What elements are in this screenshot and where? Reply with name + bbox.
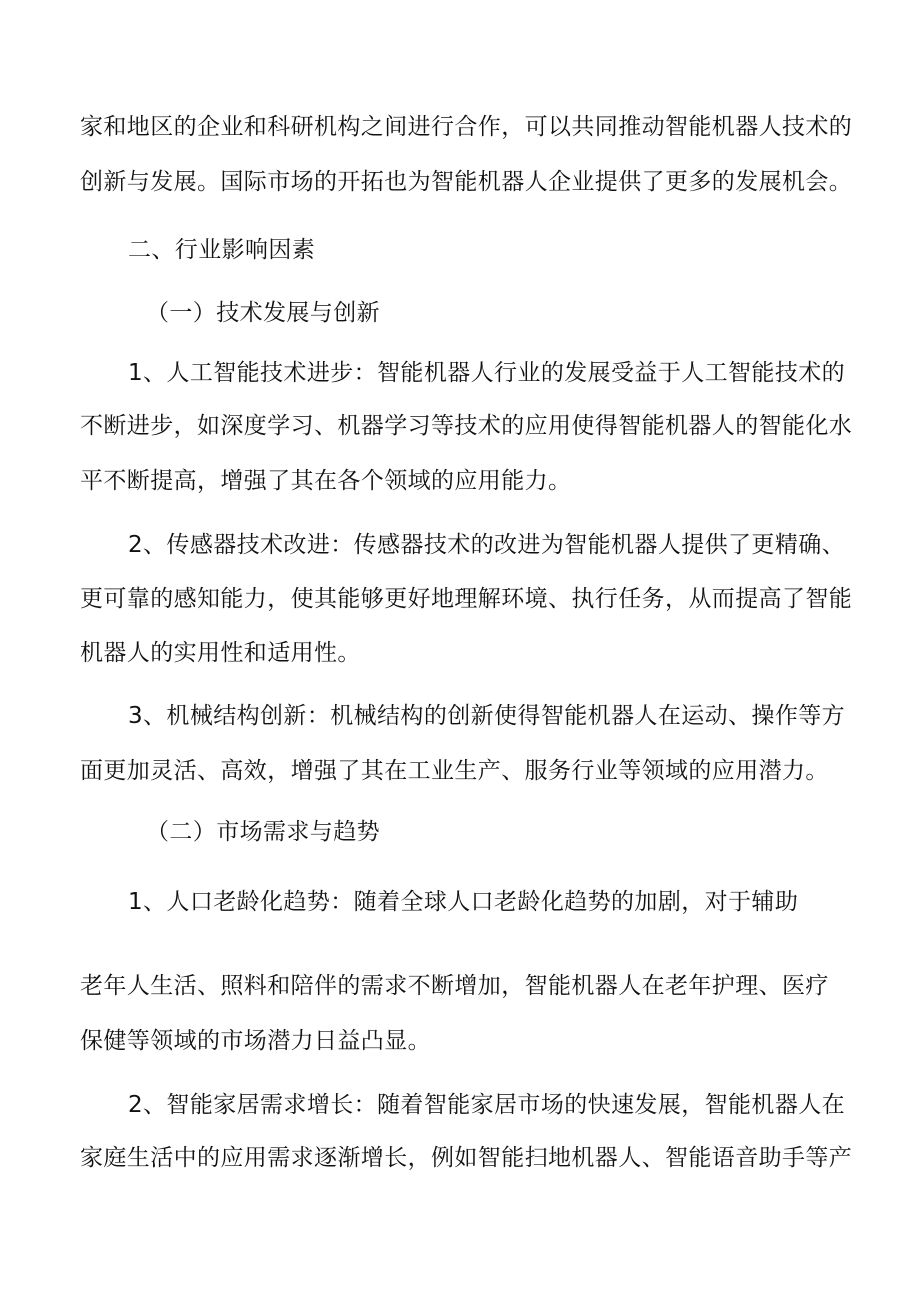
paragraph-line: 老年人生活、照料和陪伴的需求不断增加，智能机器人在老年护理、医疗 bbox=[80, 973, 829, 999]
paragraph-line: 1、人工智能技术进步：智能机器人行业的发展受益于人工智能技术的 bbox=[128, 360, 846, 386]
paragraph-line: 更可靠的感知能力，使其能够更好地理解环境、执行任务，从而提高了智能 bbox=[80, 586, 853, 612]
paragraph-line: 家庭生活中的应用需求逐渐增长，例如智能扫地机器人、智能语音助手等产 bbox=[80, 1145, 853, 1171]
section-heading: 二、行业影响因素 bbox=[128, 237, 316, 263]
paragraph-line: 2、智能家居需求增长：随着智能家居市场的快速发展，智能机器人在 bbox=[128, 1092, 846, 1118]
paragraph-line: 不断进步，如深度学习、机器学习等技术的应用使得智能机器人的智能化水 bbox=[80, 413, 853, 439]
paragraph-line: 1、人口老龄化趋势：随着全球人口老龄化趋势的加剧，对于辅助 bbox=[128, 889, 799, 915]
paragraph-line: 家和地区的企业和科研机构之间进行合作，可以共同推动智能机器人技术的 bbox=[80, 114, 853, 140]
paragraph-line: 面更加灵活、高效，增强了其在工业生产、服务行业等领域的应用潜力。 bbox=[80, 758, 829, 784]
subsection-heading: （二）市场需求与趋势 bbox=[146, 819, 380, 845]
paragraph-line: 机器人的实用性和适用性。 bbox=[80, 640, 361, 666]
paragraph-line: 3、机械结构创新：机械结构的创新使得智能机器人在运动、操作等方 bbox=[128, 703, 846, 729]
paragraph-line: 2、传感器技术改进：传感器技术的改进为智能机器人提供了更精确、 bbox=[128, 532, 846, 558]
subsection-heading: （一）技术发展与创新 bbox=[146, 300, 380, 326]
paragraph-line: 创新与发展。国际市场的开拓也为智能机器人企业提供了更多的发展机会。 bbox=[80, 169, 853, 195]
paragraph-line: 平不断提高，增强了其在各个领域的应用能力。 bbox=[80, 468, 572, 494]
paragraph-line: 保健等领域的市场潜力日益凸显。 bbox=[80, 1028, 431, 1054]
